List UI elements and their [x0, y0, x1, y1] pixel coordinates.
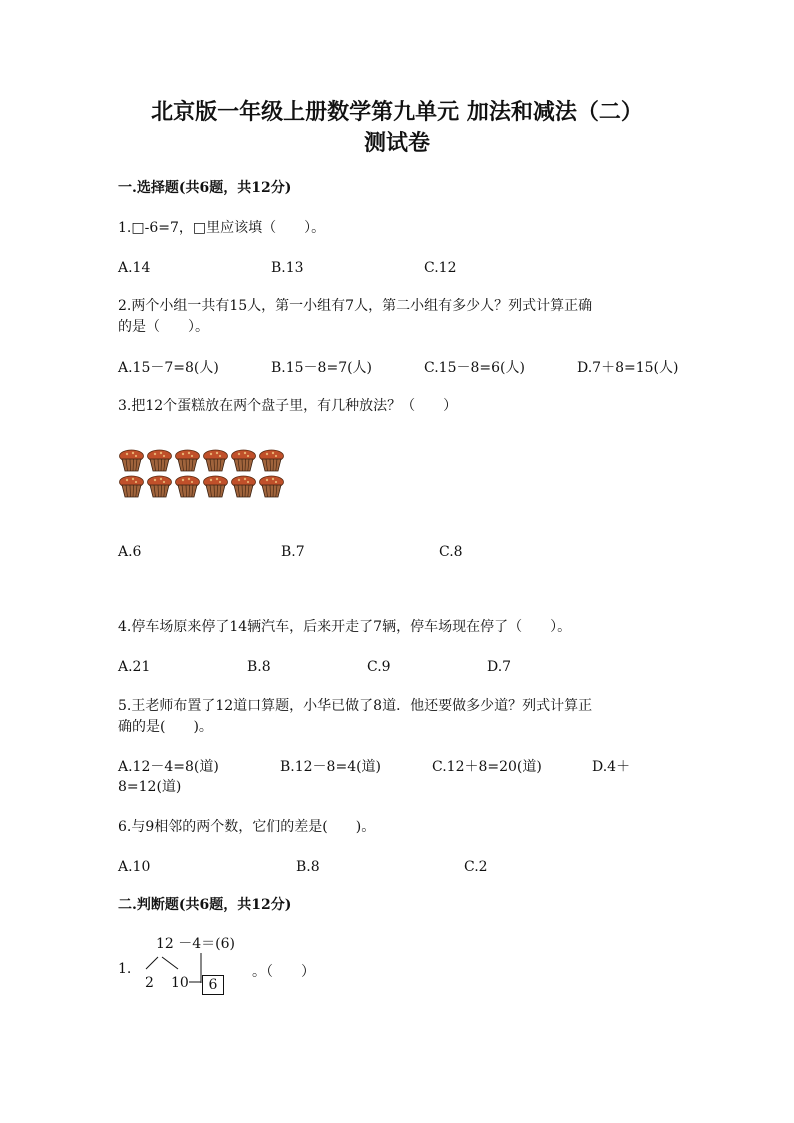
judge-q1-number: 1. — [118, 961, 132, 977]
q4-option-d: D.7 — [487, 659, 512, 675]
q6-option-c: C.2 — [464, 859, 488, 875]
q1-stem: 1.□-6=7，□里应该填（ ）。 — [118, 220, 326, 236]
cakes-image — [118, 448, 288, 500]
q2-option-a: A.15－7=8(人) — [118, 360, 219, 376]
cake-row — [118, 448, 288, 474]
q1-option-b: B.13 — [271, 260, 304, 276]
q4-option-a: A.21 — [118, 659, 151, 675]
q3-option-c: C.8 — [439, 544, 463, 560]
q4-stem: 4.停车场原来停了14辆汽车，后来开走了7辆，停车场现在停了（ ）。 — [118, 619, 572, 635]
split-left: 2 — [145, 975, 154, 991]
q3-option-b: B.7 — [281, 544, 305, 560]
cake-icon — [258, 474, 285, 499]
judge-q1-equation: 12 －4＝(6) — [156, 936, 236, 952]
cake-icon — [118, 448, 145, 473]
q4-option-c: C.9 — [367, 659, 391, 675]
page-title-line2: 测试卷 — [363, 130, 430, 156]
split-right: 10 — [171, 975, 189, 991]
q4-option-b: B.8 — [247, 659, 271, 675]
cake-icon — [258, 448, 285, 473]
q3-stem: 3.把12个蛋糕放在两个盘子里，有几种放法？（ ） — [118, 398, 458, 414]
q3-option-a: A.6 — [118, 544, 142, 560]
q2-stem-line1: 2.两个小组一共有15人，第一小组有7人，第二小组有多少人？列式计算正确 — [118, 298, 593, 314]
q6-option-b: B.8 — [296, 859, 320, 875]
cake-icon — [202, 448, 229, 473]
q6-option-a: A.10 — [118, 859, 151, 875]
q5-option-d: D.4＋ — [592, 759, 631, 775]
section2-heading: 二.判断题(共6题，共12分) — [118, 897, 292, 913]
judge-q1-suffix: 。（ ） — [252, 964, 315, 980]
cake-icon — [146, 448, 173, 473]
page-title-line1: 北京版一年级上册数学第九单元 加法和减法（二） — [151, 99, 643, 125]
decomposition-lines — [138, 947, 258, 1007]
q2-option-d: D.7＋8=15(人) — [577, 360, 679, 376]
q1-option-c: C.12 — [424, 260, 457, 276]
cake-icon — [230, 474, 257, 499]
q5-option-b: B.12－8=4(道) — [280, 759, 382, 775]
cake-row — [118, 474, 288, 500]
cake-icon — [174, 448, 201, 473]
q1-option-a: A.14 — [118, 260, 151, 276]
answer-box: 6 — [202, 975, 224, 995]
judge-q1-diagram — [118, 932, 368, 1002]
q2-stem-line2: 的是（ ）。 — [118, 319, 209, 335]
cake-icon — [146, 474, 173, 499]
q5-stem-line1: 5.王老师布置了12道口算题，小华已做了8道．他还要做多少道？列式计算正 — [118, 698, 593, 714]
cake-icon — [230, 448, 257, 473]
q2-option-c: C.15－8=6(人) — [424, 360, 525, 376]
cake-icon — [174, 474, 201, 499]
cake-icon — [202, 474, 229, 499]
q5-option-d-wrap: 8=12(道) — [118, 779, 182, 795]
q2-option-b: B.15－8=7(人) — [271, 360, 373, 376]
section1-heading: 一.选择题(共6题，共12分) — [118, 180, 292, 196]
q6-stem: 6.与9相邻的两个数，它们的差是( )。 — [118, 819, 376, 835]
q5-option-a: A.12－4=8(道) — [118, 759, 219, 775]
q5-stem-line2: 确的是( )。 — [118, 719, 213, 735]
q5-option-c: C.12＋8=20(道) — [432, 759, 542, 775]
cake-icon — [118, 474, 145, 499]
